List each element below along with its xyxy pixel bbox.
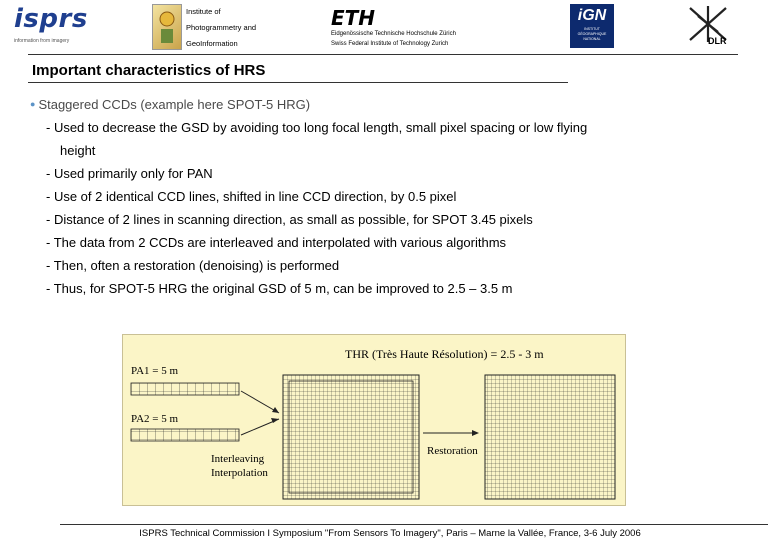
ipi-logo-image	[152, 4, 182, 50]
bullet-heading	[30, 97, 310, 112]
eth-logo: ETH	[331, 6, 376, 30]
ign-logo-text: iGN	[577, 7, 607, 24]
ign-subtitle-line-3: NATIONAL	[583, 37, 601, 41]
institute-name	[186, 4, 256, 52]
pa1-label: PA1 = 5 m	[131, 365, 179, 377]
title-bottom-rule	[28, 82, 568, 83]
isprs-logo-subtitle: information from imagery	[14, 38, 70, 44]
institute-line-1: Institute of	[186, 7, 221, 16]
institute-line-3: GeoInformation	[186, 39, 238, 48]
institute-line-2: Photogrammetry and	[186, 23, 257, 32]
pa2-ccd-strip	[131, 429, 239, 441]
dlr-logo-text: DLR	[708, 36, 727, 46]
list-item: - Then, often a restoration (denoising) is performed	[46, 258, 340, 273]
restoration-label: Restoration	[427, 445, 478, 457]
ign-logo-subtitle	[570, 25, 614, 42]
interpolation-label: Interpolation	[211, 467, 268, 479]
ipi-figure-icon	[153, 5, 181, 49]
list-item: height	[60, 143, 96, 158]
staggered-ccd-diagram	[122, 334, 626, 506]
footer-rule	[60, 524, 768, 525]
pa1-ccd-strip	[131, 383, 239, 395]
pa1-arrow	[241, 391, 279, 413]
eth-subtitle	[331, 29, 456, 49]
interleaving-label: Interleaving	[211, 453, 265, 465]
isprs-logo	[14, 4, 88, 48]
interpolated-grid	[283, 375, 419, 499]
list-item: - Thus, for SPOT-5 HRG the original GSD of 5 m, can be improved to 2.5 – 3.5 m	[46, 281, 513, 296]
ign-subtitle-line-1: INSTITUT	[584, 27, 600, 31]
restoration-arrow-head	[472, 430, 479, 436]
restored-grid	[485, 375, 615, 499]
ign-logo	[570, 4, 614, 48]
thr-label: THR (Très Haute Résolution) = 2.5 - 3 m	[345, 347, 544, 361]
list-item: - Used primarily only for PAN	[46, 166, 213, 181]
list-item: - The data from 2 CCDs are interleaved and interpolated with various algorithms	[46, 235, 507, 250]
eth-subtitle-line-1: Eidgenössische Technische Hochschule Zürich	[331, 31, 456, 37]
pa2-label: PA2 = 5 m	[131, 413, 179, 425]
isprs-logo-text: isprs	[14, 4, 88, 34]
list-item: - Use of 2 identical CCD lines, shifted in line CCD direction, by 0.5 pixel	[46, 189, 457, 204]
eth-subtitle-line-2: Swiss Federal Institute of Technology Zurich	[331, 41, 449, 47]
bullet-dot-icon: ●	[30, 99, 36, 109]
slide-title: Important characteristics of HRS	[32, 62, 266, 79]
diagram-graphics	[123, 335, 625, 505]
title-top-rule	[28, 54, 738, 55]
bullet-heading-text: Staggered CCDs (example here SPOT-5 HRG)	[38, 97, 311, 112]
footer-text: ISPRS Technical Commission I Symposium "From Sensors To Imagery", Paris – Marne la Vallée, France, 3-6 July 2006	[139, 528, 641, 539]
ign-subtitle-line-2: GÉOGRAPHIQUE	[577, 32, 607, 36]
list-item: - Used to decrease the GSD by avoiding too long focal length, small pixel spacing or low flying	[46, 120, 588, 135]
list-item: - Distance of 2 lines in scanning direction, as small as possible, for SPOT 3.45 pixels	[46, 212, 533, 227]
